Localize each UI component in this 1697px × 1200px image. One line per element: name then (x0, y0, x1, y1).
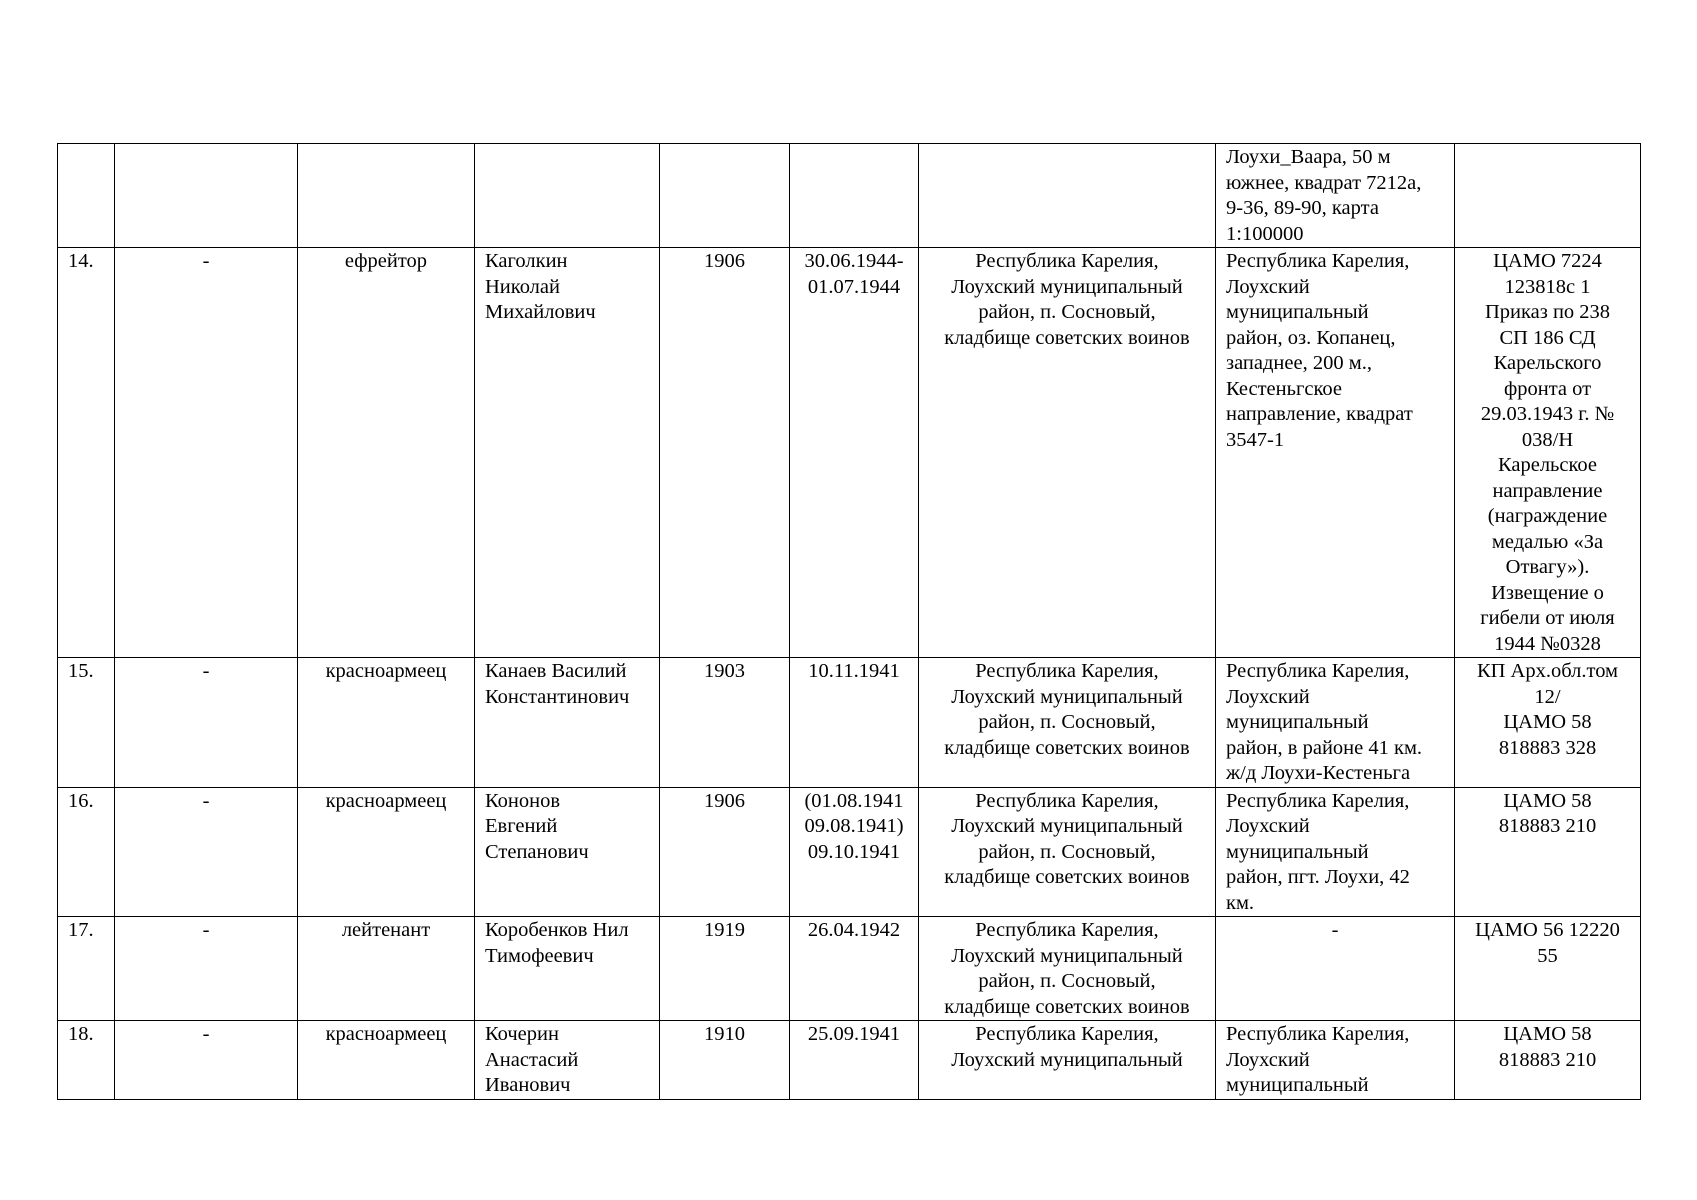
birth-year-cell: 1906 (660, 787, 790, 917)
death-date-cell: 25.09.1941 (790, 1021, 919, 1100)
table-row (58, 917, 1641, 1021)
source-cell: ЦАМО 56 12220 55 (1455, 917, 1641, 1021)
source-cell: ЦАМО 58 818883 210 (1455, 1021, 1641, 1100)
death-place-cell: Республика Карелия, Лоухский муниципальный район, пгт. Лоухи, 42 км. (1216, 787, 1455, 917)
birth-year-cell: 1910 (660, 1021, 790, 1100)
dash-cell: - (115, 787, 298, 917)
death-place-cell: Лоухи_Ваара, 50 м южнее, квадрат 7212а, 9-36, 89-90, карта 1:100000 (1216, 144, 1455, 248)
row-number-cell: 17. (58, 917, 115, 1021)
burial-place-cell: Республика Карелия, Лоухский муниципальный район, п. Сосновый, кладбище советских воинов (919, 658, 1216, 788)
dash-cell: - (115, 248, 298, 658)
dash-cell: - (115, 658, 298, 788)
table-row (58, 1021, 1641, 1100)
table-row (58, 144, 1641, 248)
row-number-cell: 18. (58, 1021, 115, 1100)
rank-cell: красноармеец (298, 787, 475, 917)
table-row (58, 248, 1641, 658)
death-place-cell: Республика Карелия, Лоухский муниципальный район, в районе 41 км. ж/д Лоухи-Кестеньга (1216, 658, 1455, 788)
source-cell: ЦАМО 58 818883 210 (1455, 787, 1641, 917)
rank-cell: красноармеец (298, 1021, 475, 1100)
row-number-cell: 14. (58, 248, 115, 658)
source-cell (1455, 144, 1641, 248)
birth-year-cell: 1903 (660, 658, 790, 788)
table-row (58, 787, 1641, 917)
birth-year-cell (660, 144, 790, 248)
row-number-cell (58, 144, 115, 248)
burial-place-cell: Республика Карелия, Лоухский муниципальный район, п. Сосновый, кладбище советских воинов (919, 917, 1216, 1021)
burial-place-cell: Республика Карелия, Лоухский муниципальный (919, 1021, 1216, 1100)
death-place-cell: - (1216, 917, 1455, 1021)
burial-register-table (57, 143, 1641, 1100)
death-place-cell: Республика Карелия, Лоухский муниципальный (1216, 1021, 1455, 1100)
burial-place-cell: Республика Карелия, Лоухский муниципальный район, п. Сосновый, кладбище советских воинов (919, 787, 1216, 917)
rank-cell: ефрейтор (298, 248, 475, 658)
full-name-cell: Каголкин Николай Михайлович (475, 248, 660, 658)
rank-cell (298, 144, 475, 248)
rank-cell: лейтенант (298, 917, 475, 1021)
death-date-cell: 10.11.1941 (790, 658, 919, 788)
birth-year-cell: 1906 (660, 248, 790, 658)
full-name-cell: Канаев Василий Константинович (475, 658, 660, 788)
table-row (58, 658, 1641, 788)
full-name-cell: Коробенков Нил Тимофеевич (475, 917, 660, 1021)
birth-year-cell: 1919 (660, 917, 790, 1021)
source-cell: ЦАМО 7224 123818с 1 Приказ по 238 СП 186 СД Карельского фронта от 29.03.1943 г. № 038/Н Карельское направление (награждение медалью «За Отвагу»). Извещение о гибели от июля 1944 №0328 (1455, 248, 1641, 658)
source-cell: КП Арх.обл.том 12/ ЦАМО 58 818883 328 (1455, 658, 1641, 788)
burial-place-cell: Республика Карелия, Лоухский муниципальный район, п. Сосновый, кладбище советских воинов (919, 248, 1216, 658)
full-name-cell: Кононов Евгений Степанович (475, 787, 660, 917)
burial-place-cell (919, 144, 1216, 248)
full-name-cell: Кочерин Анастасий Иванович (475, 1021, 660, 1100)
rank-cell: красноармеец (298, 658, 475, 788)
dash-cell: - (115, 917, 298, 1021)
death-date-cell (790, 144, 919, 248)
death-date-cell: 26.04.1942 (790, 917, 919, 1021)
row-number-cell: 16. (58, 787, 115, 917)
dash-cell (115, 144, 298, 248)
full-name-cell (475, 144, 660, 248)
row-number-cell: 15. (58, 658, 115, 788)
death-place-cell: Республика Карелия, Лоухский муниципальный район, оз. Копанец, западнее, 200 м., Кестеньгское направление, квадрат 3547-1 (1216, 248, 1455, 658)
death-date-cell: (01.08.1941 09.08.1941) 09.10.1941 (790, 787, 919, 917)
dash-cell: - (115, 1021, 298, 1100)
death-date-cell: 30.06.1944- 01.07.1944 (790, 248, 919, 658)
